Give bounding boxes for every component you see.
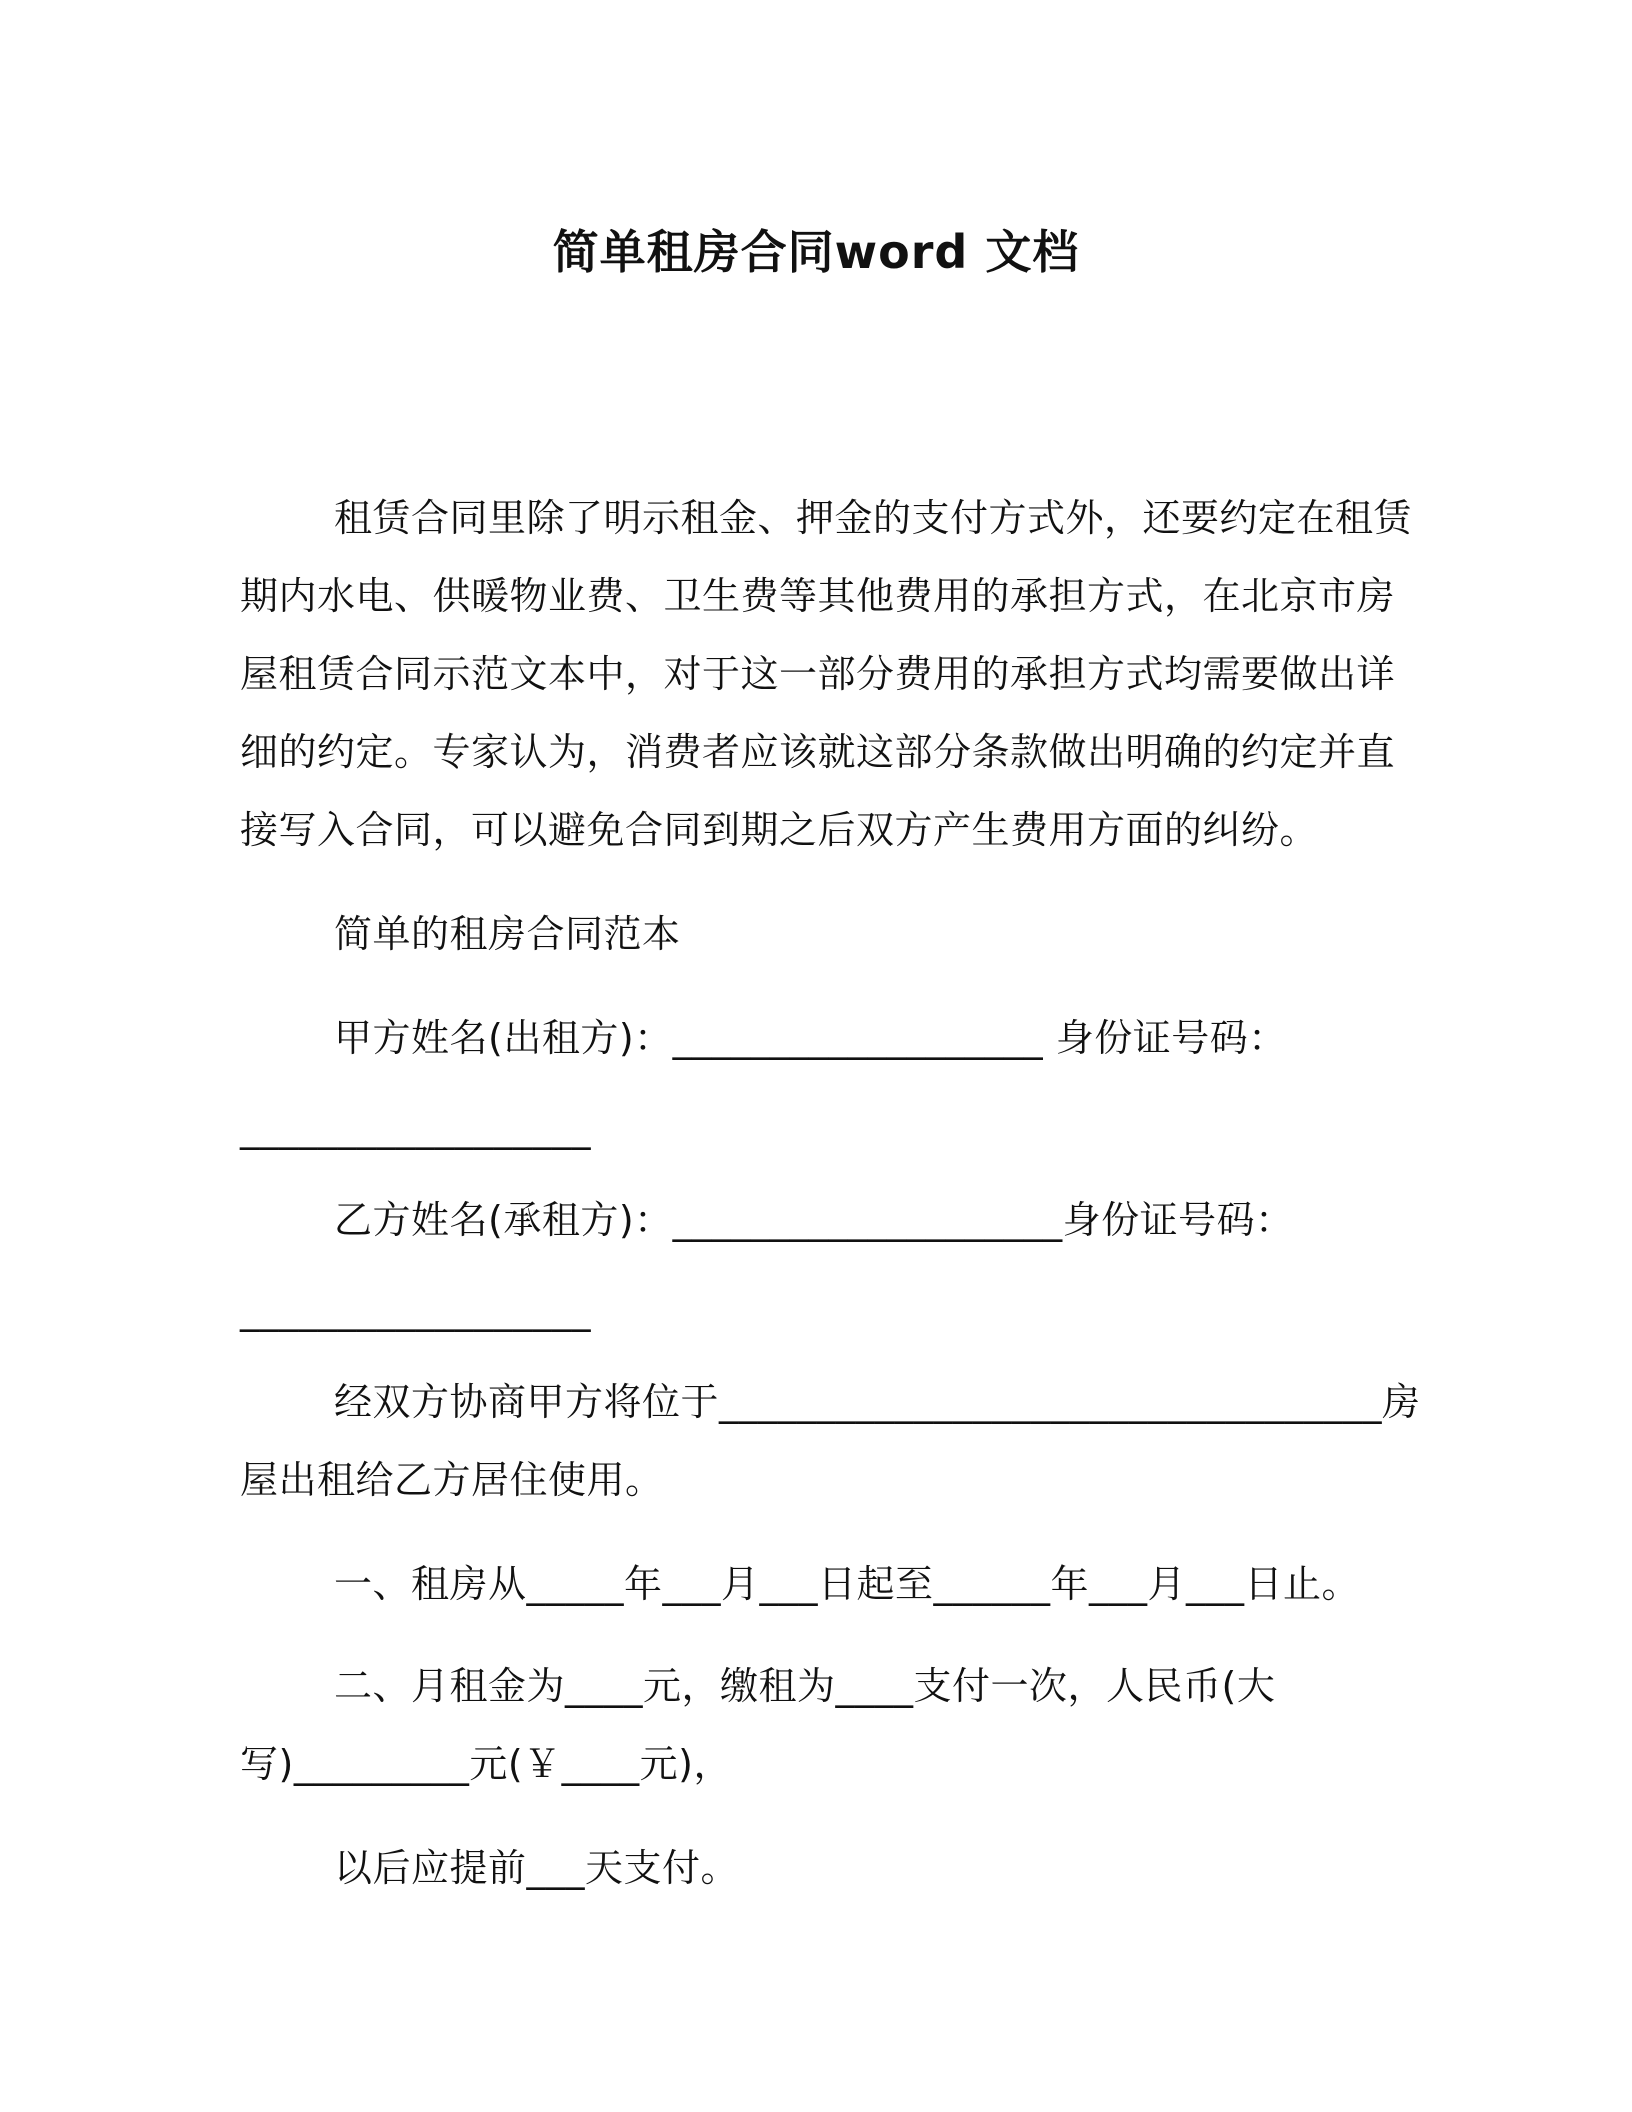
clause-2-line-2: 写)_________元(￥____元)， — [240, 1742, 732, 1786]
intro-line-1: 租赁合同里除了明示租金、押金的支付方式外，还要约定在租赁 — [334, 496, 1413, 540]
document-title: 简单租房合同word 文档 — [552, 225, 1080, 279]
advance-payment-line: 以后应提前___天支付。 — [334, 1846, 740, 1890]
premises-line-2: 屋出租给乙方居住使用。 — [240, 1458, 664, 1502]
intro-line-3: 屋租赁合同示范文本中，对于这一部分费用的承担方式均需要做出详 — [240, 652, 1396, 696]
section-heading: 简单的租房合同范本 — [334, 912, 681, 956]
premises-line-1: 经双方协商甲方将位于__________________________________房 — [334, 1380, 1421, 1424]
intro-line-5: 接写入合同，可以避免合同到期之后双方产生费用方面的纠纷。 — [240, 808, 1319, 852]
clause-2-line-1: 二、月租金为____元，缴租为____支付一次，人民币(大 — [334, 1664, 1276, 1708]
party-b-line-2: __________________ — [240, 1288, 591, 1332]
party-a-line-2: __________________ — [240, 1106, 591, 1150]
intro-line-2: 期内水电、供暖物业费、卫生费等其他费用的承担方式，在北京市房 — [240, 574, 1396, 618]
party-a-line-1: 甲方姓名(出租方)：___________________ 身份证号码： — [334, 1016, 1287, 1060]
clause-1: 一、租房从_____年___月___日起至______年___月___日止。 — [334, 1562, 1361, 1606]
party-b-line-1: 乙方姓名(承租方)：____________________身份证号码： — [334, 1198, 1294, 1242]
intro-line-4: 细的约定。专家认为，消费者应该就这部分条款做出明确的约定并直 — [240, 730, 1396, 774]
